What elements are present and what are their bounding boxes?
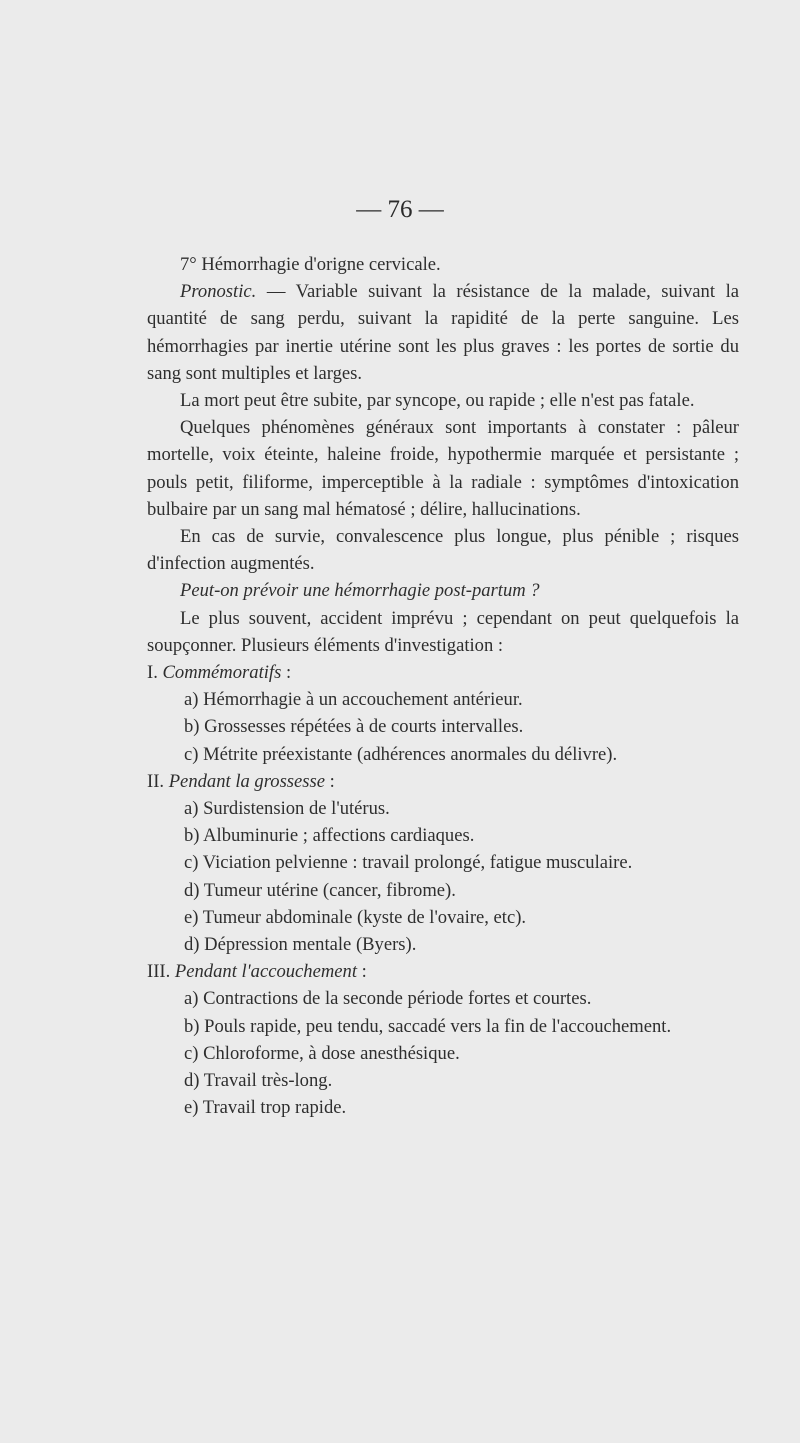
list-item: a) Contractions de la seconde période fortes et courtes. — [184, 988, 592, 1010]
list-item: b) Albuminurie ; affections cardiaques. — [184, 825, 475, 847]
list-item: d) Dépression mentale (Byers). — [184, 934, 417, 956]
section-numeral: II. — [147, 770, 165, 792]
section-heading-3: III. Pendant l'accouchement : — [147, 961, 367, 983]
list-item: c) Métrite préexistante (adhérences anormales du délivre). — [184, 743, 618, 765]
pronostic-label: Pronostic. — [180, 281, 257, 303]
list-item: c) Viciation pelvienne : travail prolongé, fatigue musculaire. — [184, 852, 633, 874]
section-title: Pendant l'accouchement — [174, 961, 357, 983]
section-numeral: I. — [147, 662, 158, 684]
paragraph-pronostic — [147, 278, 739, 387]
section-title: Pendant la grossesse — [168, 770, 326, 792]
list-item: e) Tumeur abdominale (kyste de l'ovaire, etc). — [184, 906, 527, 928]
list-item: c) Chloroforme, à dose anesthésique. — [184, 1042, 460, 1064]
paragraph-phenomenes: Quelques phénomènes généraux sont importants à constater : pâleur mortelle, voix éteinte, haleine froide, hypothermie marquée et persistante ; pouls petit, filiforme, imperceptible à la radiale : symptômes d'intoxication bulbaire par un sang mal hématosé ; délire, hallucinations. — [147, 417, 739, 520]
list-item: a) Surdistension de l'utérus. — [184, 798, 390, 820]
list-item: d) Tumeur utérine (cancer, fibrome). — [184, 879, 456, 901]
paragraph-question: Peut-on prévoir une hémorrhagie post-partum ? — [180, 580, 540, 602]
list-item: d) Travail très-long. — [184, 1070, 333, 1092]
paragraph-cervical: 7° Hémorrhagie d'origne cervicale. — [180, 254, 441, 275]
paragraph-mort: La mort peut être subite, par syncope, ou rapide ; elle n'est pas fatale. — [180, 390, 695, 412]
page-number: — 76 — — [356, 196, 444, 223]
paragraph-survie: En cas de survie, convalescence plus longue, plus pénible ; risques d'infection augmentés. — [147, 526, 739, 575]
section-title: Commémoratifs — [162, 662, 282, 684]
pronostic-text: — Variable suivant la résistance de la malade, suivant la quantité de sang perdu, suivant la rapidité de la perte sanguine. Les hémorrhagies par inertie utérine sont les plus graves : les portes de sortie du sang sont multiples et larges. — [147, 281, 739, 384]
section-heading-2: II. Pendant la grossesse : — [147, 770, 335, 792]
list-item: b) Grossesses répétées à de courts intervalles. — [184, 716, 524, 738]
section-numeral: III. — [147, 961, 171, 983]
page-body — [147, 251, 739, 1122]
list-item: b) Pouls rapide, peu tendu, saccadé vers la fin de l'accouchement. — [184, 1015, 672, 1037]
paragraph-investigation: Le plus souvent, accident imprévu ; cependant on peut quelquefois la soupçonner. Plusieurs éléments d'investigation : — [147, 607, 739, 656]
list-item: e) Travail trop rapide. — [184, 1097, 347, 1119]
section-heading-1: I. Commémoratifs : — [147, 662, 292, 684]
list-item: a) Hémorrhagie à un accouchement antérieur. — [184, 689, 523, 711]
